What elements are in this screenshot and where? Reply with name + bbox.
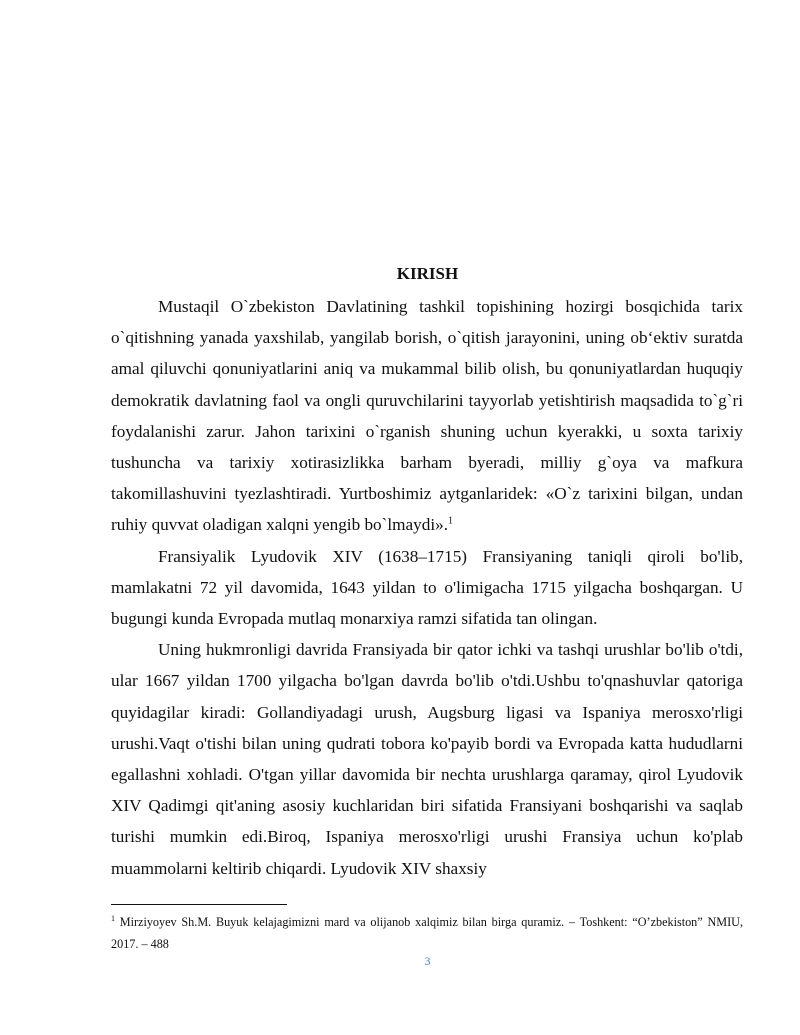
page-title: KIRISH xyxy=(396,264,459,283)
paragraph-wars: Uning hukmronligi davrida Fransiyada bir qator ichki va tashqi urushlar bo'lib o'tdi, ular 1667 yildan 1700 yilgacha bo'lgan davrda bo'lib o'tdi.Ushbu to'qnashuvlar qatoriga quyidagilar kiradi: Gollandiyadagi urush, Augsburg ligasi va Ispaniya merosxo'rligi urushi.Vaqt o'tishi bilan uning qudrati tobora ko'payib bordi va Evropada katta hududlarni egallashni xohladi. O'tgan yillar davomida bir nechta urushlarga qaramay, qirol Lyudovik XIV Qadimgi qit'aning asosiy kuchlaridan biri sifatida Fransiyani boshqarishi va saqlab turishi mumkin edi.Biroq, Ispaniya merosxo'rligi urushi Fransiya uchun ko'plab muammolarni keltirib chiqardi. Lyudovik XIV shaxsiy xyxy=(111,640,743,878)
body-text xyxy=(111,291,743,884)
page-number: 3 xyxy=(424,954,431,968)
footnote-marker: 1 xyxy=(111,913,115,923)
paragraph-intro xyxy=(111,291,743,541)
footnote-reference[interactable]: 1 xyxy=(448,515,454,527)
footnote-divider xyxy=(111,904,287,905)
paragraph-text: Mustaqil O`zbekiston Davlatining tashkil topishining hozirgi bosqichida tarix o`qitishning yanada yaxshilab, yangilab borish, o`qitish jarayonini, uning ob‘ektiv suratda amal qiluvchi qonuniyatlarini aniq va mukammal bilib olish, bu qonuniyatlardan huquqiy demokratik davlatning faol va ongli quruvchilarini tayyorlab yetishtirish maqsadida to`g`ri foydalanishi zarur. Jahon tarixini o`rganish shuning uchun kyerakki, u soxta tarixiy tushuncha va tarixiy xotirasizlikka barham byeradi, milliy g`oya va mafkura takomillashuvini tyezlashtiradi. Yurtboshimiz aytganlaridek: «O`z tarixini bilgan, undan ruhiy quvvat oladigan xalqni yengib bo`lmaydi». xyxy=(111,297,743,535)
paragraph-lyudovik: Fransiyalik Lyudovik XIV (1638–1715) Fransiyaning taniqli qiroli bo'lib, mamlakatni 72 yil davomida, 1643 yildan to o'limigacha 1715 yilgacha boshqargan. U bugungi kunda Evropada mutlaq monarxiya ramzi sifatida tan olingan. xyxy=(111,546,743,629)
footnote-text: Mirziyoyev Sh.M. Buyuk kelajagimizni mard va olijanob xalqimiz bilan birga quramiz. – Toshkent: “O’zbekiston” NMIU, 2017. – 488 xyxy=(111,915,743,951)
footnote xyxy=(111,911,743,955)
